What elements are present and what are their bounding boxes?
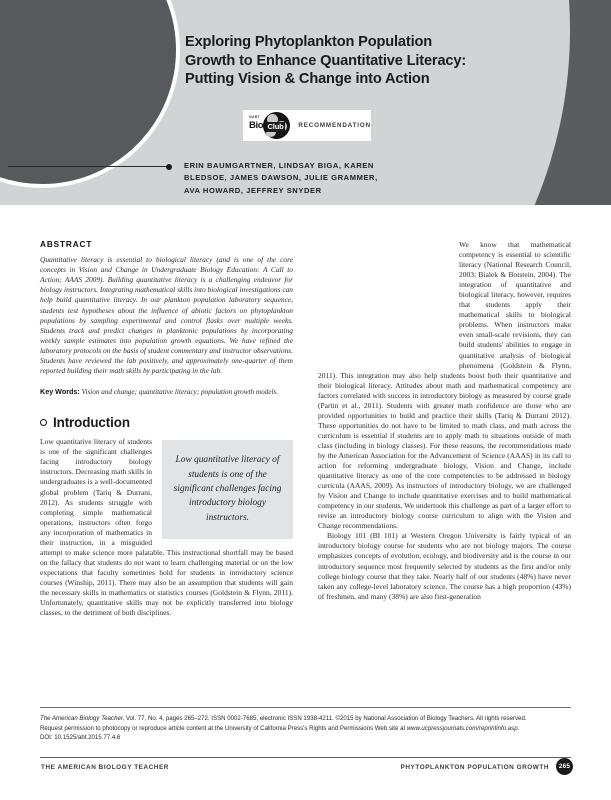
author-list: ERIN BAUMGARTNER, LINDSAY BIGA, KAREN BLEDSOE, JAMES DAWSON, JULIE GRAMMER, AVA HOWARD, JEFFREY SNYDER <box>184 161 378 195</box>
keywords-line <box>40 387 293 397</box>
bioclub-logo <box>249 112 290 139</box>
pull-quote-left: Low quantitative literacy of students is one of the significant challenges facing introductory biology instructors. <box>162 440 293 539</box>
page-number-badge: 265 <box>556 758 573 775</box>
journal-issue-info: Vol. 77, No. 4, pages 265–272. ISSN 0002-7685, electronic ISSN 1938-4211. ©2015 by National Association of Biology Teachers. All rights reserved. <box>124 715 527 722</box>
club-label: Club <box>267 122 284 131</box>
keywords-value: Vision and change; quantitative literacy; population growth models. <box>81 388 279 397</box>
permissions-text: Request permission to photocopy or reproduce article content at the University of California Press's Rights and Permissions Web site at <box>40 724 407 732</box>
doi-line: DOI: 10.1525/abt.2015.77.4.6 <box>40 734 121 742</box>
abstract-heading: ABSTRACT <box>40 240 93 249</box>
bioclub-recommendation-badge <box>243 110 371 141</box>
copyright-line-2 <box>40 724 573 734</box>
author-leader-dot <box>166 164 172 170</box>
journal-name: The American Biology Teacher, <box>40 715 125 722</box>
copyright-block <box>40 714 573 743</box>
page-title: Exploring Phytoplankton Population Growth to Enhance Quantitative Literacy: Putting Vision & Change into Action <box>185 34 467 87</box>
footer-article-title: PHYTOPLANKTON POPULATION GROWTH <box>400 764 549 771</box>
article-body <box>0 205 611 800</box>
footer-divider <box>40 757 571 758</box>
intro-right-paragraph-1: We know that mathematical competency is essential to scientific literacy (National Research Council, 2003; Bialek & Botstein, 2004). The integration of quantitative and biological literacy, however, requires that students apply their mathematical skills to biological problems. When instructors make even small-scale revisions, they can build students' abilities to engage in quantitative analysis of biological phenomena (Goldstein & Flynn, 2011). This integration may also help students boost both their quantitative and their biological literacy. Attitudes about math and mathematical competency are factors correlated with success in introductory biology as measured by course grade (Partin et al., 2011). Students with greater math confidence are those who are provided opportunities to build and practice their skills (Tariq & Durrani 2012). These opportunities do not have to be limited to math class, and math across the curriculum is essential if students are to apply math to situations outside of math class (including in biology classes). For these reasons, the recommendations made by the American Association for the Advancement of Science (AAAS) in its call to action for reforming undergraduate biology, Vision and Change, include quantitative literacy as one of the core competencies to be addressed in biology curricula (AAAS, 2009). As instructors of introductory biology, we are challenged by Vision and Change to include quantitative exercises and to build mathematical competency in our students. We undertook this challenge as part of a larger effort to revise an introductory biology course curriculum to align with the Vision and Change recommendations. <box>318 240 571 531</box>
footer-journal-name: THE AMERICAN BIOLOGY TEACHER <box>41 764 169 771</box>
copyright-line-1 <box>40 714 573 724</box>
bio-label: Bio <box>249 120 264 131</box>
abstract-text: Quantitative literacy is essential to biological literacy (and is one of the core concepts in Vision and Change in Undergraduate Biology Education: A Call to Action; AAAS 2009). Building quantitative literacy is a challenging endeavor for biology instructors. Integrating mathematical skills into biological investigations can help build quantitative literacy. In our plankton population laboratory sequence, students test hypotheses about the influence of abiotic factors on phytoplankton populations by sampling experimental and control flasks over multiple weeks. Students track and predict changes in planktonic populations by incorporating weekly sample estimates into population growth equations. We have refined the laboratory protocols on the basis of student commentary and instructor observations. Students have reviewed the lab positively, and approximately one-quarter of them reported building their math skills by participating in the lab. <box>40 255 293 376</box>
introduction-heading-text: Introduction <box>53 415 130 431</box>
right-column <box>318 240 571 602</box>
introduction-heading <box>40 415 293 431</box>
recommendation-label: RECOMMENDATION <box>298 122 371 129</box>
intro-right-paragraph-2: Biology 101 (BI 101) at Western Oregon University is fairly typical of an introductory biology course for students who are not biology majors. The course emphasizes concepts of evolution, ecology, and biodiversity and is the course in our introductory sequence most frequently selected by students as the first and/or only college biology course that they take. Nearly half of our students (48%) have never taken any college-level laboratory science. The course has a high proportion (43%) of freshmen, and many (38%) are also first-generation <box>318 531 571 601</box>
intro-left-paragraph: Low quantitative literacy of students is one of the significant challenges facing introductory biology instructors. Decreasing math skills in undergraduates is a well-documented global problem (Tariq & Durrani, 2012). As students struggle with completing simple mathematical operations, instructors often forgo any incorporation of mathematics in their instruction, in a misguided attempt to make science more palatable. This instructional shortfall may be based on the fallacy that students do not want to learn challenging material or on the low expectations that faculty sometimes hold for students in introductory science courses (Winship, 2011). There may also be an assumption that students will gain the necessary skills in mathematics or statistics courses (Goldstein & Flynn, 2011). Unfortunately, quantitative skills may not be explicitly transferred into biology classes, to the detriment of both disciplines. <box>40 437 293 618</box>
circle-bullet-icon <box>40 419 47 426</box>
keywords-label: Key Words: <box>40 387 80 397</box>
left-column <box>40 240 293 618</box>
article-header <box>0 0 611 205</box>
nabt-label: NABT <box>249 115 261 119</box>
author-leader-line <box>8 166 168 167</box>
permissions-url[interactable]: www.ucpressjournals.com/reprintinfo.asp. <box>406 724 520 732</box>
copyright-divider <box>40 707 571 708</box>
